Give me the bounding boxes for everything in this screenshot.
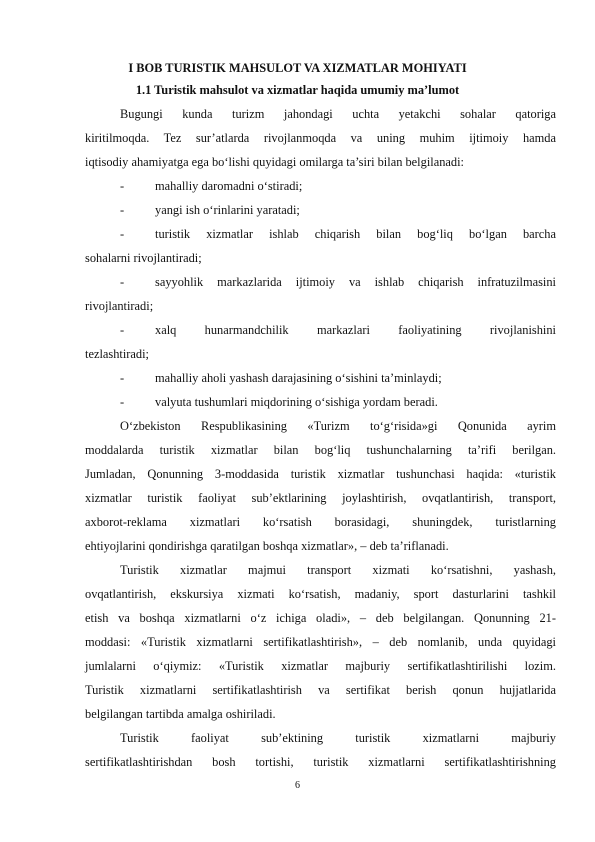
paragraph-2-line-3: Jumladan, Qonunning 3-moddasida turistik xizmatlar tushunchasi haqida: «turistik <box>85 467 556 481</box>
list-dash: - <box>120 203 125 217</box>
list-item-text: yangi ish o‘rinlarini yaratadi; <box>155 203 300 217</box>
list-dash: - <box>120 179 125 193</box>
paragraph-1-line-2: kiritilmoqda. Tez sur’atlarda rivojlanmoqda va uning muhim ijtimoiy hamda <box>85 131 556 145</box>
paragraph-2-line-6: ehtiyojlarini qondirishga qaratilgan boshqa xizmatlar», – deb ta’riflanadi. <box>85 539 449 553</box>
list-item-text: xalq hunarmandchilik markazlari faoliyatining rivojlanishini <box>155 323 556 337</box>
section-heading: 1.1 Turistik mahsulot va xizmatlar haqida umumiy ma’lumot <box>135 83 460 97</box>
page-number: 6 <box>295 780 300 791</box>
paragraph-3-line-5: jumlalarni o‘qiymiz: «Turistik xizmatlar majburiy sertifikatlashtirilishi lozim. <box>85 659 556 673</box>
paragraph-1-line-3: iqtisodiy ahamiyatga ega bo‘lishi quyidagi omilarga ta’siri bilan belgilanadi: <box>85 155 464 169</box>
list-item-continuation: sohalarni rivojlantiradi; <box>85 251 202 265</box>
paragraph-2-line-2: moddalarda turistik xizmatlar bilan bog‘liq tushunchalarning ta’rifi berilgan. <box>85 443 556 457</box>
paragraph-3-line-1: Turistik xizmatlar majmui transport xizmati ko‘rsatishni, yashash, <box>120 563 556 577</box>
paragraph-3-line-7: belgilangan tartibda amalga oshiriladi. <box>85 707 276 721</box>
paragraph-1-line-1: Bugungi kunda turizm jahondagi uchta yetakchi sohalar qatoriga <box>120 107 556 121</box>
paragraph-3-line-3: etish va boshqa xizmatlarni o‘z ichiga oladi», – deb belgilangan. Qonunning 21- <box>85 611 556 625</box>
list-item-text: valyuta tushumlari miqdorining o‘sishiga yordam beradi. <box>155 395 438 409</box>
list-dash: - <box>120 395 125 409</box>
chapter-heading: I BOB TURISTIK MAHSULOT VA XIZMATLAR MOHIYATI <box>128 61 467 75</box>
list-item-text: turistik xizmatlar ishlab chiqarish bilan bog‘liq bo‘lgan barcha <box>155 227 556 241</box>
list-item-continuation: tezlashtiradi; <box>85 347 149 361</box>
list-item-continuation: rivojlantiradi; <box>85 299 154 313</box>
paragraph-4-line-2: sertifikatlashtirishdan bosh tortishi, turistik xizmatlarni sertifikatlashtirishning <box>85 755 556 769</box>
list-item-text: sayyohlik markazlarida ijtimoiy va ishlab chiqarish infratuzilmasini <box>155 275 556 289</box>
paragraph-3-line-4: moddasi: «Turistik xizmatlarni sertifikatlashtirish», – deb nomlanib, unda quyidagi <box>85 635 556 649</box>
list-item-text: mahalliy daromadni o‘stiradi; <box>155 179 303 193</box>
list-dash: - <box>120 227 125 241</box>
list-dash: - <box>120 275 125 289</box>
paragraph-2-line-5: axborot-reklama xizmatlari ko‘rsatish borasidagi, shuningdek, turistlarning <box>85 515 556 529</box>
paragraph-3-line-6: Turistik xizmatlarni sertifikatlashtirish va sertifikat berish qonun hujjatlarida <box>85 683 556 697</box>
paragraph-2-line-4: xizmatlar turistik faoliyat sub’ektlarining joylashtirish, ovqatlantirish, transport, <box>85 491 556 505</box>
paragraph-2-line-1: O‘zbekiston Respublikasining «Turizm to‘g‘risida»gi Qonunida ayrim <box>120 419 556 433</box>
list-dash: - <box>120 371 125 385</box>
list-dash: - <box>120 323 125 337</box>
paragraph-3-line-2: ovqatlantirish, ekskursiya xizmati ko‘rsatish, madaniy, sport dasturlarini tashkil <box>85 587 556 601</box>
list-item-text: mahalliy aholi yashash darajasining o‘sishini ta’minlaydi; <box>155 371 442 385</box>
paragraph-4-line-1: Turistik faoliyat sub’ektining turistik xizmatlarni majburiy <box>120 731 556 745</box>
